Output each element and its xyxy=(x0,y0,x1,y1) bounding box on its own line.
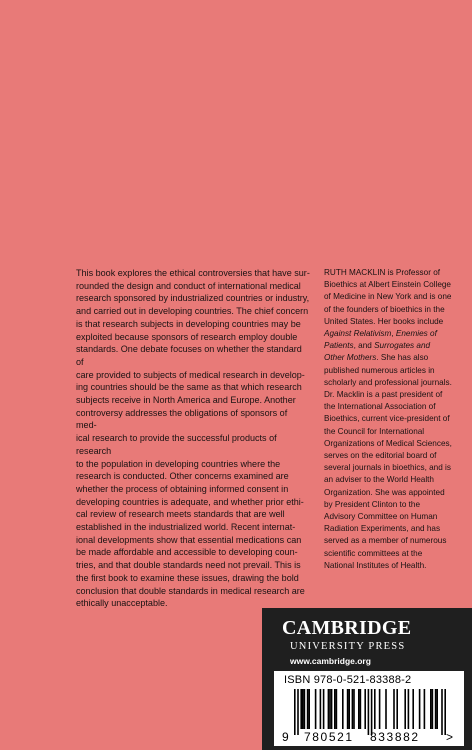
barcode-bar xyxy=(302,689,304,729)
barcode-bars xyxy=(294,689,446,735)
barcode-bar xyxy=(307,689,309,729)
barcode-bar xyxy=(430,689,432,729)
back-cover-blurb: This book explores the ethical controversies that have sur- rounded the design and conduct of international medical research sponsored by industrialized countries or industry, and carried out in developing countries. The chief concern is that research subjects in developing countries may be exploited because sponsors of research employ double standards. One debate focuses on whether the standard of care provided to subjects of medical research in develop- ing countries should be the same as that which research subjects receive in North America and Europe. Another controversy addresses the obligations of sponsors of med- ical research to provide the successful products of research to the population in developing countries where the research is conducted. Other concerns examined are whether the process of obtaining informed consent in developing countries is adequate, and whether prior ethi- cal review of research meets standards that are well established in the industrialized world. Recent internat- ional developments show that essential medications can be made affordable and accessible to developing coun- tries, and that double standards need not prevail. This is the first book to examine these issues, drawing the bold conclusion that double standards in medical research are ethically unacceptable. xyxy=(76,268,310,609)
barcode-bar xyxy=(385,689,387,729)
barcode-bar xyxy=(331,689,333,729)
publisher-logo-name: CAMBRIDGE xyxy=(282,617,412,639)
barcode-right-digits: 833882 xyxy=(370,730,420,743)
barcode-bar xyxy=(308,689,310,729)
barcode-left-digits: 780521 xyxy=(304,730,354,743)
barcode-bar xyxy=(347,689,349,729)
isbn-label: ISBN 978-0-521-83388-2 xyxy=(284,674,412,686)
barcode-bar xyxy=(371,689,373,735)
book-title: Surrogates and Other Mothers xyxy=(324,341,431,363)
barcode-bar xyxy=(368,689,370,735)
barcode-bar xyxy=(441,689,443,735)
barcode-bar xyxy=(404,689,406,729)
barcode-bar xyxy=(329,689,331,729)
book-title: Enemies of Patients xyxy=(324,329,437,351)
barcode-bar xyxy=(379,689,381,729)
publisher-box xyxy=(262,608,472,750)
barcode-bar xyxy=(334,689,336,729)
isbn-barcode xyxy=(280,689,458,743)
barcode-bar xyxy=(435,689,437,729)
barcode-bar xyxy=(408,689,410,729)
barcode-bar xyxy=(374,689,376,729)
barcode-bar xyxy=(294,689,296,735)
publisher-website: www.cambridge.org xyxy=(290,656,371,666)
barcode-first-digit: 9 xyxy=(282,730,289,743)
barcode-bar xyxy=(315,689,317,729)
barcode-bar xyxy=(424,689,426,729)
barcode-bar xyxy=(342,689,344,729)
barcode-bar xyxy=(393,689,395,729)
barcode-bar xyxy=(360,689,362,729)
barcode-bar xyxy=(320,689,322,729)
barcode-bar xyxy=(353,689,355,729)
barcode-bar xyxy=(336,689,338,729)
barcode-bar xyxy=(300,689,302,729)
barcode-panel xyxy=(274,671,464,746)
author-bio: RUTH MACKLIN is Professor of Bioethics at Albert Einstein College of Medicine in New York and is one of the founders of bioethics in the United States. Her books include Against Relativism, Enemies of Patients, and Surrogates and Other Mothers. She has also published numerous articles in scholarly and professional journals. Dr. Macklin is a past president of the International Association of Bioethics, current vice-president of the Council for International Organizations of Medical Sciences, serves on the editorial board of several journals in bioethics, and is an adviser to the World Health Organization. She was appointed by President Clinton to the Advisory Committee on Human Radiation Experiments, and has served as a member of numerous scientific committees at the National Institutes of Health. xyxy=(324,268,452,570)
barcode-bar xyxy=(432,689,434,729)
author-name: RUTH MACKLIN xyxy=(324,268,386,277)
barcode-bar xyxy=(396,689,398,729)
barcode-bar xyxy=(348,689,350,729)
barcode-bar xyxy=(364,689,366,729)
publisher-logo-subtitle: UNIVERSITY PRESS xyxy=(290,641,406,652)
barcode-bar xyxy=(304,689,306,729)
barcode-bar xyxy=(323,689,325,729)
barcode-bar xyxy=(444,689,446,735)
barcode-bar xyxy=(358,689,360,729)
barcode-end-mark: > xyxy=(446,730,454,743)
barcode-bar xyxy=(436,689,438,729)
barcode-bar xyxy=(419,689,421,729)
barcode-bar xyxy=(412,689,414,729)
barcode-bar xyxy=(352,689,354,729)
barcode-bar xyxy=(328,689,330,729)
book-title: Against Relativism xyxy=(324,329,392,339)
barcode-bar xyxy=(297,689,299,735)
